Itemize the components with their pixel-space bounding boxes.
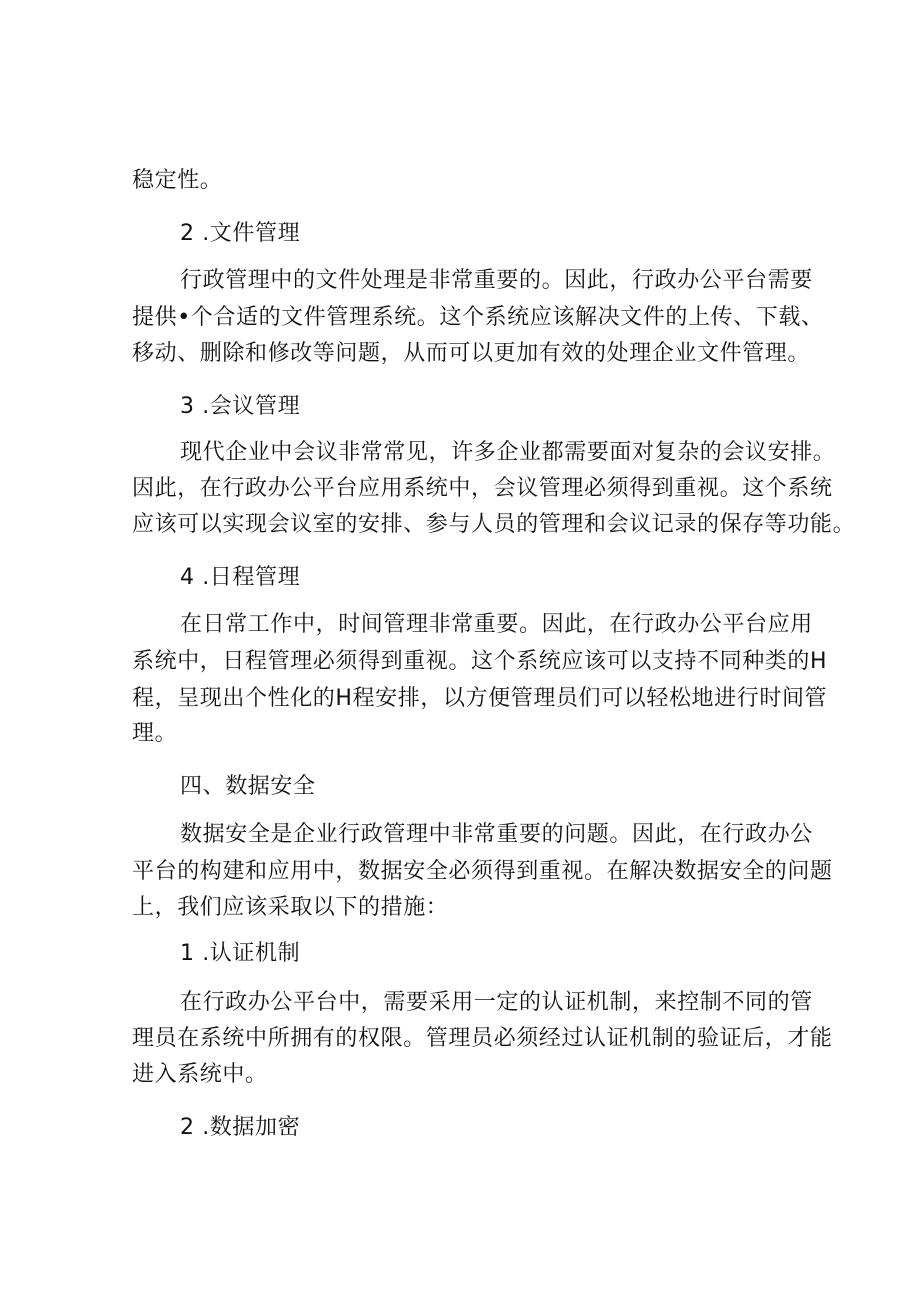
paragraph-line: 在行政办公平台中，需要采用一定的认证机制，来控制不同的管 (180, 990, 813, 1015)
paragraph-line: 数据安全是企业行政管理中非常重要的问题。因此，在行政办公 (180, 822, 813, 847)
paragraph-line: 理。 (132, 721, 178, 746)
paragraph-line: 理员在系统中所拥有的权限。管理员必须经过认证机制的验证后，才能 (132, 1026, 833, 1051)
paragraph-line: 提供•个合适的文件管理系统。这个系统应该解决文件的上传、下载、 (132, 305, 824, 330)
subheading-meeting-management: 3 .会议管理 (180, 394, 301, 419)
paragraph-line: 程，呈现出个性化的H程安排，以方便管理员们可以轻松地进行时间管 (132, 686, 828, 711)
paragraph-line: 应该可以实现会议室的安排、参与人员的管理和会议记录的保存等功能。 (132, 512, 856, 537)
paragraph-line: 因此，在行政办公平台应用系统中，会议管理必须得到重视。这个系统 (132, 476, 833, 501)
paragraph-line: 行政管理中的文件处理是非常重要的。因此，行政办公平台需要 (180, 268, 813, 293)
paragraph-line: 平台的构建和应用中，数据安全必须得到重视。在解决数据安全的问题 (132, 859, 833, 884)
paragraph-line: 稳定性。 (132, 168, 223, 193)
paragraph-line: 移动、删除和修改等问题，从而可以更加有效的处理企业文件管理。 (132, 341, 811, 366)
paragraph-line: 现代企业中会议非常常见，许多企业都需要面对复杂的会议安排。 (180, 440, 836, 465)
paragraph-line: 进入系统中。 (132, 1062, 268, 1087)
section-heading-data-security: 四、数据安全 (180, 774, 316, 799)
paragraph-line: 在日常工作中，时间管理非常重要。因此，在行政办公平台应用 (180, 612, 813, 637)
paragraph-line: 系统中，日程管理必须得到重视。这个系统应该可以支持不同种类的H (132, 649, 828, 674)
subheading-file-management: 2 .文件管理 (180, 221, 301, 246)
subheading-data-encryption: 2 .数据加密 (180, 1115, 301, 1140)
subheading-authentication: 1 .认证机制 (180, 941, 301, 966)
paragraph-line: 上，我们应该采取以下的措施： (132, 895, 449, 920)
subheading-schedule-management: 4 .日程管理 (180, 565, 301, 590)
